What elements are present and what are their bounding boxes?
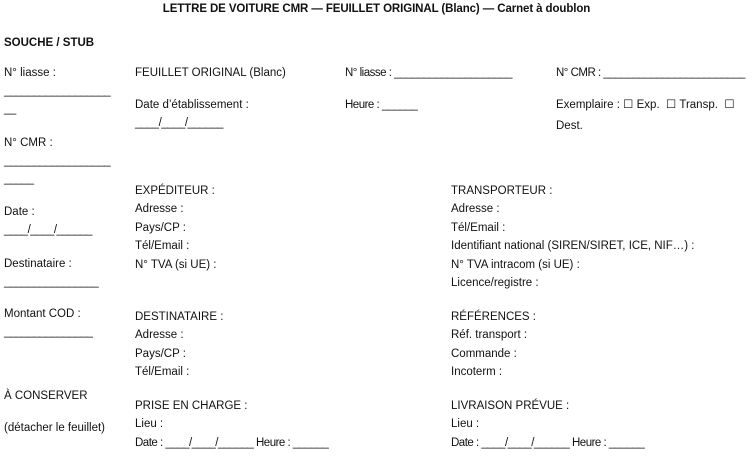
stub-detach-label: (détacher le feuillet) — [4, 422, 105, 434]
expediteur-block — [135, 182, 217, 274]
stub-heading: SOUCHE / STUB — [4, 37, 95, 49]
transporteur-tel-email[interactable]: Tél/Email : — [451, 221, 506, 234]
liasse-field[interactable]: N° liasse : ____________________ — [345, 67, 513, 79]
reference-commande[interactable]: Commande : — [451, 347, 517, 360]
transporteur-heading: TRANSPORTEUR : — [451, 185, 553, 197]
document-title: LETTRE DE VOITURE CMR — FEUILLET ORIGINAL (Blanc) — Carnet à doublon — [162, 3, 591, 15]
expediteur-tva[interactable]: N° TVA (si UE) : — [135, 258, 217, 271]
checkbox-transp[interactable]: ☐ Transp. — [666, 99, 718, 111]
destinataire-pays-cp[interactable]: Pays/CP : — [135, 347, 186, 360]
livraison-lieu[interactable]: Lieu : — [451, 418, 480, 431]
stub-liasse-field[interactable]: __________________ — [4, 85, 111, 97]
prise-en-charge-heading: PRISE EN CHARGE : — [135, 400, 248, 412]
stub-liasse-label: N° liasse : — [4, 67, 56, 79]
sheet-label: FEUILLET ORIGINAL (Blanc) — [135, 67, 286, 79]
stub-date-field[interactable]: ____/____/______ — [4, 224, 92, 236]
expediteur-pays-cp[interactable]: Pays/CP : — [135, 221, 186, 234]
expediteur-tel-email[interactable]: Tél/Email : — [135, 240, 190, 253]
transporteur-tva[interactable]: N° TVA intracom (si UE) : — [451, 258, 580, 271]
transporteur-identifiant[interactable]: Identifiant national (SIREN/SIRET, ICE, NIF…) : — [451, 240, 695, 253]
transporteur-adresse[interactable]: Adresse : — [451, 203, 500, 216]
stub-liasse-field-cont: __ — [4, 103, 16, 115]
reference-transport[interactable]: Réf. transport : — [451, 329, 528, 342]
stub-destinataire-field[interactable]: ________________ — [4, 276, 99, 288]
date-etablissement-label: Date d’établissement : — [135, 99, 249, 111]
checkbox-exp[interactable]: ☐ Exp. — [623, 99, 660, 111]
stub-date-label: Date : — [4, 206, 35, 218]
references-heading: RÉFÉRENCES : — [451, 311, 536, 323]
transporteur-licence[interactable]: Licence/registre : — [451, 277, 539, 290]
expediteur-adresse[interactable]: Adresse : — [135, 203, 184, 216]
date-etablissement-field[interactable]: ____/____/______ — [135, 117, 223, 129]
references-block — [451, 308, 536, 382]
stub-keep-label: À CONSERVER — [4, 390, 88, 402]
exemplaire-label: Exemplaire : — [556, 99, 620, 111]
stub-destinataire-label: Destinataire : — [4, 258, 72, 270]
stub-cmr-label: N° CMR : — [4, 137, 53, 149]
prise-en-charge-date-heure[interactable]: Date : ____/____/______ Heure : ______ — [135, 436, 329, 449]
destinataire-tel-email[interactable]: Tél/Email : — [135, 366, 190, 379]
heure-field[interactable]: Heure : ______ — [345, 99, 418, 111]
expediteur-heading: EXPÉDITEUR : — [135, 185, 215, 197]
checkbox-icon: ☐ — [666, 99, 677, 111]
prise-en-charge-lieu[interactable]: Lieu : — [135, 418, 164, 431]
prise-en-charge-block — [135, 397, 328, 452]
stub-cod-label: Montant COD : — [4, 308, 81, 320]
destinataire-adresse[interactable]: Adresse : — [135, 329, 184, 342]
reference-incoterm[interactable]: Incoterm : — [451, 366, 503, 379]
livraison-date-heure[interactable]: Date : ____/____/______ Heure : ______ — [451, 436, 645, 449]
checkbox-dest[interactable] — [724, 99, 734, 111]
destinataire-heading: DESTINATAIRE : — [135, 311, 224, 323]
destinataire-block — [135, 308, 223, 382]
livraison-block — [451, 397, 644, 452]
exemplaire-dest-label: Dest. — [556, 120, 583, 132]
cmr-field[interactable]: N° CMR : ________________________ — [556, 67, 745, 79]
stub-cod-field[interactable]: _______________ — [4, 326, 93, 338]
stub-cmr-field[interactable]: __________________ — [4, 155, 111, 167]
transporteur-block — [451, 182, 695, 292]
livraison-heading: LIVRAISON PRÉVUE : — [451, 400, 570, 412]
checkbox-icon: ☐ — [724, 99, 735, 111]
stub-cmr-field-cont: _____ — [4, 173, 34, 185]
checkbox-icon: ☐ — [623, 99, 634, 111]
exemplaire-group — [556, 98, 735, 112]
